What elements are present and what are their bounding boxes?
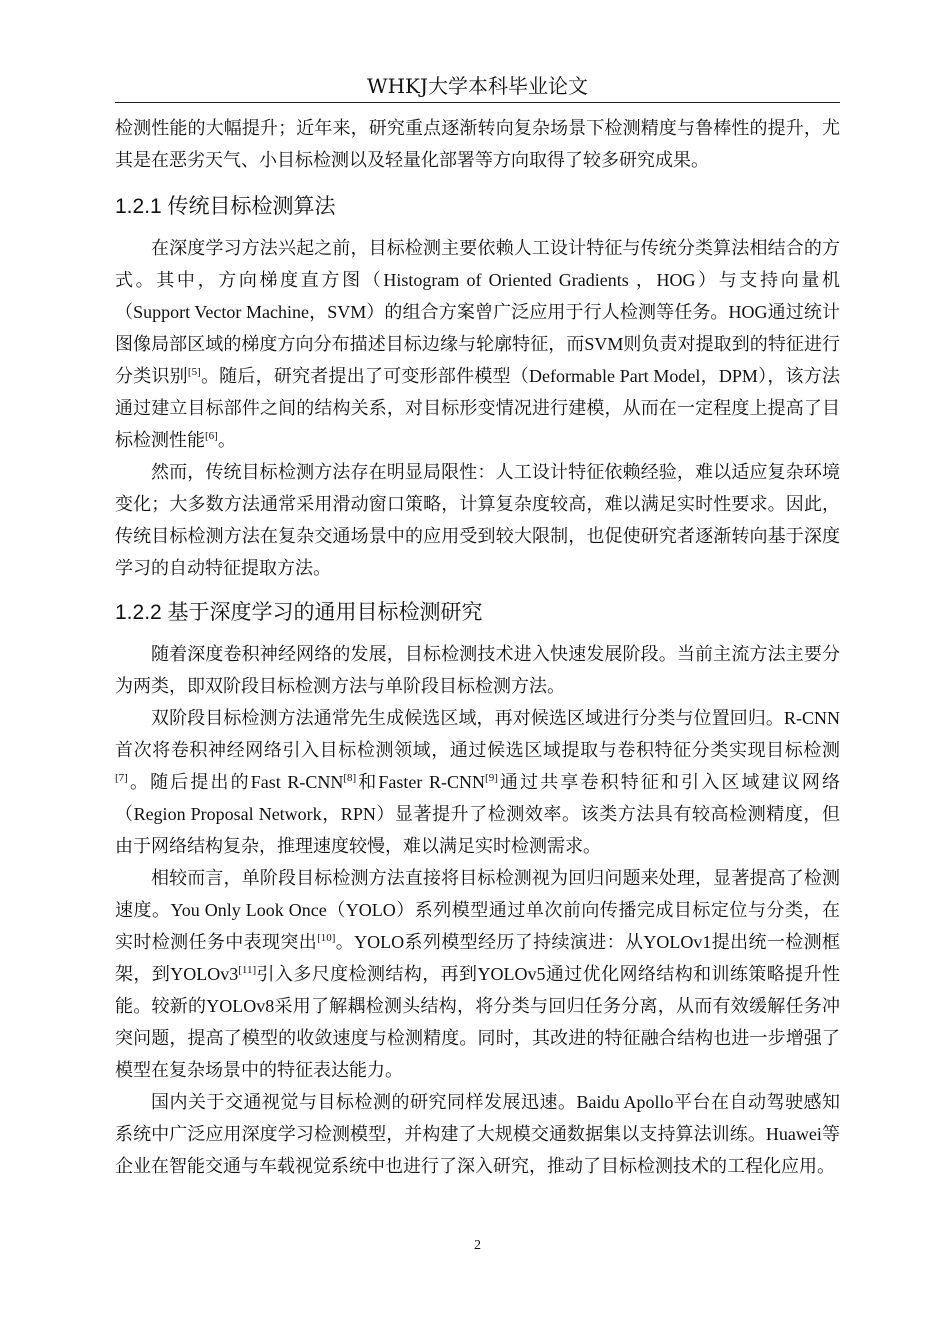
paragraph-one-stage: 相较而言，单阶段目标检测方法直接将目标检测视为回归问题来处理，显著提高了检测速度。You Only Look Once（YOLO）系列模型通过单次前向传播完成目标定位与分类，在实时检测任务中表现突出[10]。YOLO系列模型经历了持续演进：从YOLOv1提出统一检测框架，到YOLOv3[11]引入多尺度检测结构，再到YOLOv5通过优化网络结构和训练策略提升性能。较新的YOLOv8采用了解耦检测头结构，将分类与回归任务分离，从而有效缓解任务冲突问题，提高了模型的收敛速度与检测精度。同时，其改进的特征融合结构也进一步增强了模型在复杂场景中的特征表达能力。 [115,868,841,1080]
citation-8: [8] [343,772,357,784]
citation-9: [9] [485,772,498,784]
paragraph-traditional-methods: 在深度学习方法兴起之前，目标检测主要依赖人工设计特征与传统分类算法相结合的方式。其中，方向梯度直方图（Histogram of Oriented Gradients ，HOG）与支持向量机（Support Vector Machine，SVM）的组合方案曾广泛应用于行人检测等任务。HOG通过统计图像局部区域的梯度方向分布描述目标边缘与轮廓特征，而SVM则负责对提取到的特征进行分类识别[5]。随后，研究者提出了可变形部件模型（Deformable Part Model，DPM），该方法通过建立目标部件之间的结构关系，对目标形变情况进行建模，从而在一定程度上提高了目标检测性能[6]。 [115,238,840,450]
citation-11: [11] [238,964,257,976]
citation-10: [10] [317,932,336,944]
page-footer [115,1238,840,1254]
paragraph-two-stage: 双阶段目标检测方法通常先生成候选区域，再对候选区域进行分类与位置回归。R-CNN首次将卷积神经网络引入目标检测领域，通过候选区域提取与卷积特征分类实现目标检测[7]。随后提出的Fast R-CNN[8]和Faster R-CNN[9]通过共享卷积特征和引入区域建议网络（Region Proposal Network，RPN）显著提升了检测效率。该类方法具有较高检测精度，但由于网络结构复杂，推理速度较慢，难以满足实时检测需求。 [115,708,840,856]
section-title-1-2-1: 1.2.1 传统目标检测算法 [115,195,336,218]
paragraph-domestic-research: 国内关于交通视觉与目标检测的研究同样发展迅速。Baidu Apollo平台在自动驾驶感知系统中广泛应用深度学习检测模型，并构建了大规模交通数据集以支持算法训练。Huawei等企业在智能交通与车载视觉系统中也进行了深入研究，推动了目标检测技术的工程化应用。 [115,1092,840,1176]
section-title-1-2-2: 1.2.2 基于深度学习的通用目标检测研究 [115,601,483,624]
citation-5: [5] [187,366,201,378]
paragraph-limitations: 然而，传统目标检测方法存在明显局限性：人工设计特征依赖经验，难以适应复杂环境变化；大多数方法通常采用滑动窗口策略，计算复杂度较高，难以满足实时性要求。因此，传统目标检测方法在复杂交通场景中的应用受到较大限制，也促使研究者逐渐转向基于深度学习的自动特征提取方法。 [115,462,840,578]
page-body [115,112,840,1182]
thesis-title: WHKJ大学本科毕业论文 [367,74,588,98]
paragraph-intro-continued: 检测性能的大幅提升；近年来，研究重点逐渐转向复杂场景下检测精度与鲁棒性的提升，尤其是在恶劣天气、小目标检测以及轻量化部署等方向取得了较多研究成果。 [115,118,840,170]
page-header [115,72,840,103]
page-number: 2 [474,1238,481,1253]
citation-6: [6] [205,430,218,442]
citation-7: [7] [115,772,128,784]
paragraph-deep-learning-intro: 随着深度卷积神经网络的发展，目标检测技术进入快速发展阶段。当前主流方法主要分为两类，即双阶段目标检测方法与单阶段目标检测方法。 [115,644,840,696]
